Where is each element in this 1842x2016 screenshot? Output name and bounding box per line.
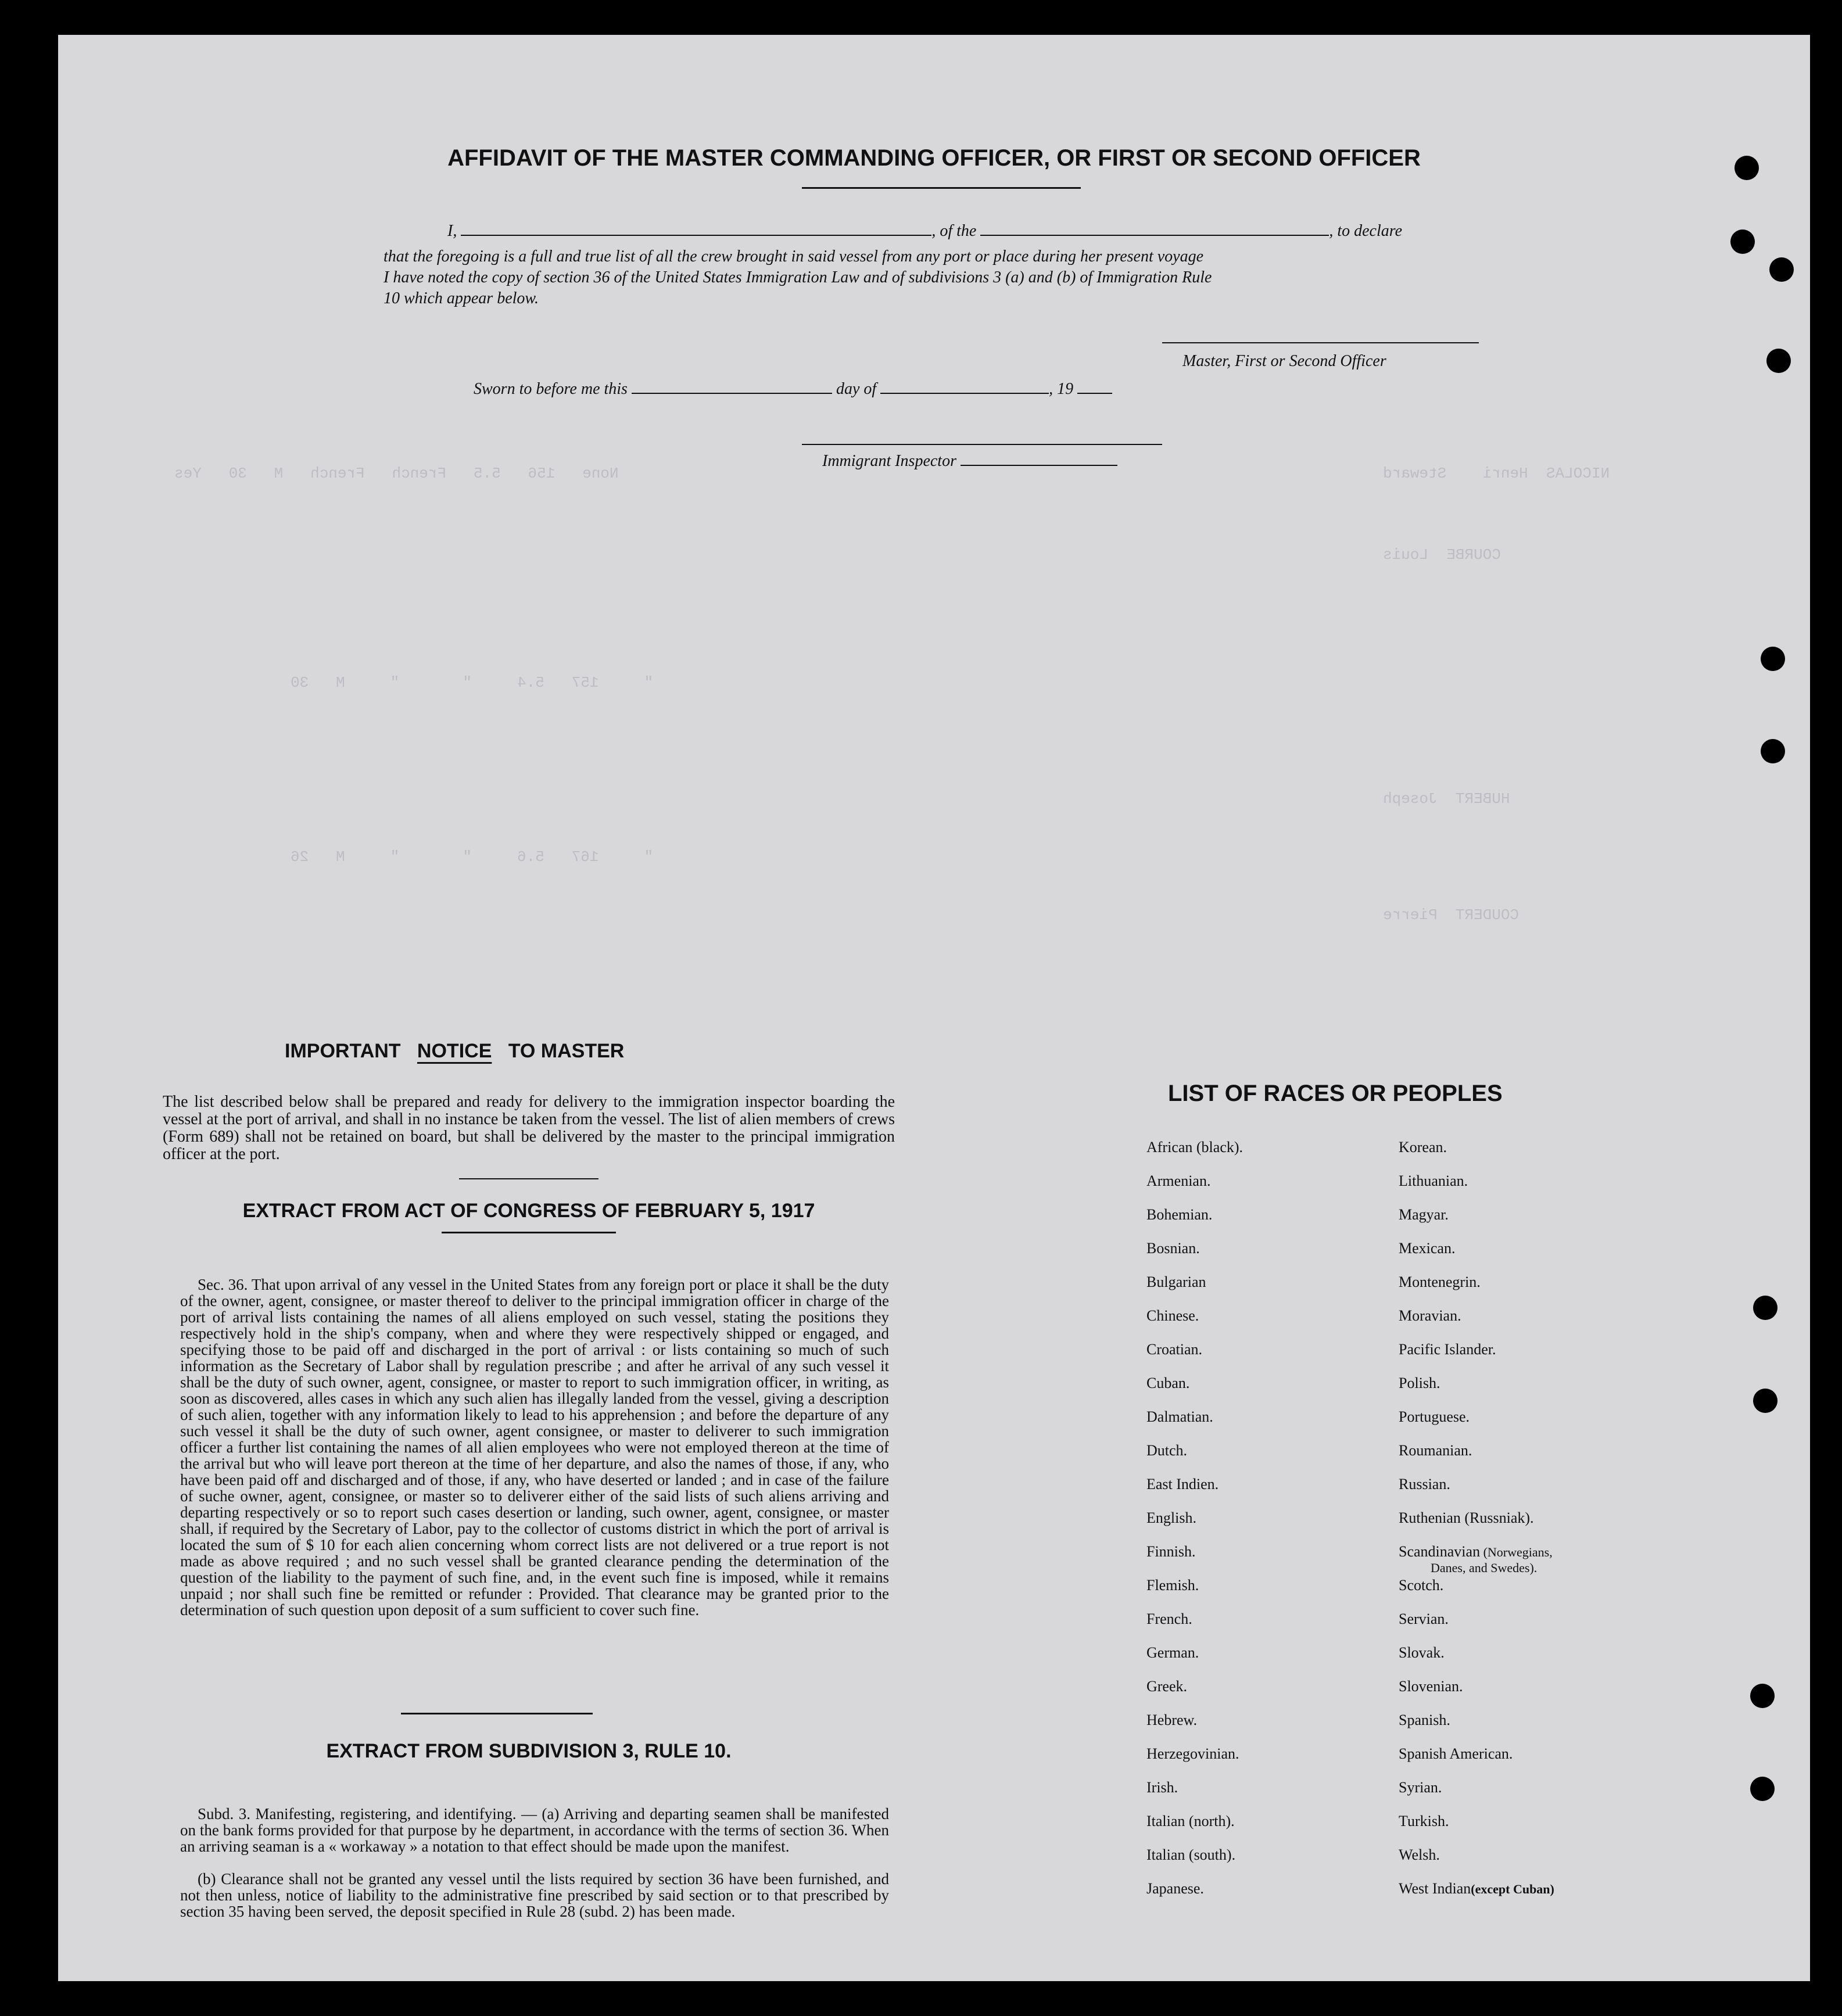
- race-label: Armenian.: [1146, 1172, 1211, 1189]
- race-item: [1146, 1274, 1206, 1291]
- race-item: [1146, 1745, 1239, 1763]
- race-item: [1146, 1644, 1199, 1662]
- notice-body: The list described below shall be prepared and ready for delivery to the immigration inspector boarding the vessel at the port of arrival, and shall in no instance be taken from the vessel. The list of alien members of crews (Form 689) shall not be retained on board, but shall be delivered by the master to the principal immigration officer at the port.: [163, 1093, 895, 1163]
- race-label: English.: [1146, 1509, 1196, 1526]
- form-page: NICOLAS Henri Steward COURBE Louis HUBERT Joseph COUDERT Pierre None 156 5.5 French French M 30 Yes " 157 5.4 " " M 30 " 167 5.6 " " M 26 AFFIDAVIT OF THE MASTER COMMANDING OFFICER, OR FIRST OR SECOND OFFICER I, , of the , to declare that the foregoing is a full and true list of all the crew brought in said vessel from any port or place during her present voyage I have noted the copy of section 36 of the United States Immigration Law and of subdivisions 3 (a) and (b) of Immigration Rule 10 which appear below. Master, First or Second Officer Sworn to before me this day of , 19 Immigrant Inspector IMPORTANT NOTICE TO MASTER The list described below shall be prepared and ready for delivery to the immigration inspector boarding the vessel at the port of arrival, and shall in no instance be taken from the vessel. The list of alien members of crews (Form 689) shall not be retained on board, but shall be delivered by the master to the principal immigration officer at the port. EXTRACT FROM ACT OF CONGRESS OF FEBRUARY 5, 1917 Sec. 36. That upon arrival of any vessel in the United States from any foreign port or place it shall be the duty of the owner, agent, consignee, or master thereof to deliver to the principal immigration officer in charge of the port of arrival lists containing the names of all aliens employed on such vessel, stating the positions they respectively hold in the ship's company, when and where they were respectively shipped or engaged, and specifying those to be paid off and discharged in the port of arrival : or lists containing so much of such information as the Secretary of Labor shall by regulation prescribe ; and after he arrival of any such vessel it shall be the duty of such owner, agent, consignee, or master to report to such immigration officer, in writing, as soon as discovered, alles cases in which any such alien has illegally landed from the vessel, giving a description of such alien, together with any information likely to lead to his apprehension ; and before the departure of any such vessel it shall be the duty of such owner, agent consignee, or master to deliverer to such immigration officer a further list containing the names of all alien employees who were not employed thereon at the time of the arrival but who will leave port thereon at the time of her departure, and also the names of those, if any, who have been paid off and discharged and of those, if any, who have deserted or landed ; and in case of the failure of suche owner, agent, consignee, or master so to deliverer either of the said lists of such aliens arriving and departing respectively or so to report such cases desertion or landing, such owner, agent, consignee, or master shall, if required by the Secretary of Labor, pay to the collector of customs district in which the port of arrival is located the sum of $ 10 for each alien concerning whom correct lists are not delivered or a true report is not made as above required ; and no such vessel shall be granted clearance pending the determination of the question of the liability to the payment of such fine, and, in the event such fine is imposed, while it remains unpaid ; nor shall such fine be remitted or refunder : Provided. That clearance may be granted prior to the determination of such question upon deposit of a sum sufficient to cover such fine. EXTRACT FROM SUBDIVISION 3, RULE 10. Subd. 3. Manifesting, registering, and identifying. — (a) Arriving and departing seamen shall be manifested on the bank forms provided for that purpose by he department, in accordance with the terms of section 36. When an arriving seaman is a « workaway » a notation to that effect should be made upon the manifest. (b) Clearance shall not be granted any vessel until the lists required by section 36 have been furnished, and not then unless, notice of liability to the administrative fine prescribed by said section or to that prescribed by section 35 having been served, the deposit specified in Rule 28 (subd. 2) has been made. LIST OF RACES OR PEOPLES African (black). Armenian. Bohemian. Bosnian. Bulgarian Chinese. Croatian. Cuban. Dalmatian. Dutch. East Indien. English. Finnish. Flemish. French. German. Greek. Hebrew. Herzegovinian. Irish. Italian (north). Italian (south). Japanese. Korean. Lithuanian. Magyar. Mexican. Montenegrin. Moravian. Pacific Islander. Polish. Portuguese. Roumanian. Russian. Ruthenian (Russniak). Scandinavian (Norwegians, Danes, and Swedes). Scotch. Servian. Slovak. Slovenian. Spanish. Spanish American. Syrian. Turkish. Welsh. West Indian(except Cuban): [58, 35, 1810, 1981]
- affidavit-of-the-label: , of the: [931, 222, 977, 240]
- race-item: [1146, 1779, 1178, 1796]
- vessel-name-field[interactable]: [980, 221, 1329, 236]
- race-label: Chinese.: [1146, 1307, 1199, 1324]
- race-item: [1146, 1577, 1199, 1594]
- binder-hole: [1753, 1296, 1778, 1320]
- race-label: Roumanian.: [1399, 1442, 1472, 1459]
- act-body: Sec. 36. That upon arrival of any vessel in the United States from any foreign port or place it shall be the duty of the owner, agent, consignee, or master thereof to deliver to the principal immigration officer in charge of the port of arrival lists containing the names of all aliens employed on such vessel, stating the positions they respectively hold in the ship's company, when and where they were respectively shipped or engaged, and specifying those to be paid off and discharged in the port of arrival : or lists containing so much of such information as the Secretary of Labor shall by regulation prescribe ; and after he arrival of any such vessel it shall be the duty of such owner, agent, consignee, or master to report to such immigration officer, in writing, as soon as discovered, alles cases in which any such alien has illegally landed from the vessel, giving a description of such alien, together with any information likely to lead to his apprehension ; and before the departure of any such vessel it shall be the duty of such owner, agent consignee, or master to deliverer to such immigration officer a further list containing the names of all alien employees who were not employed thereon at the time of the arrival but who will leave port thereon at the time of her departure, and also the names of those, if any, who have been paid off and discharged and of those, if any, who have deserted or landed ; and in case of the failure of suche owner, agent, consignee, or master so to deliverer either of the said lists of such aliens arriving and departing respectively or so to report such cases desertion or landing, such owner, agent, consignee, or master shall, if required by the Secretary of Labor, pay to the collector of customs district in which the port of arrival is located the sum of $ 10 for each alien concerning whom correct lists are not delivered or a true report is not made as above required ; and no such vessel shall be granted clearance pending the determination of the question of the liability to the payment of such fine, and, in the event such fine is imposed, while it remains unpaid ; nor shall such fine be remitted or refunder : Provided. That clearance may be granted prior to the determination of such question upon deposit of a sum sufficient to cover such fine.: [180, 1276, 889, 1619]
- race-label: Irish.: [1146, 1779, 1178, 1796]
- race-label: Flemish.: [1146, 1577, 1199, 1594]
- inspector-line: [822, 451, 1117, 471]
- signature-field[interactable]: [1162, 328, 1479, 343]
- race-label: Bosnian.: [1146, 1240, 1200, 1257]
- race-item: [1146, 1240, 1200, 1257]
- rule-title: EXTRACT FROM SUBDIVISION 3, RULE 10.: [326, 1740, 732, 1762]
- race-item: [1146, 1610, 1192, 1628]
- race-label: Hebrew.: [1146, 1712, 1198, 1728]
- sworn-day-label: day of: [836, 380, 877, 398]
- race-item: [1399, 1543, 1553, 1576]
- race-item: [1146, 1678, 1187, 1695]
- race-label: Moravian.: [1399, 1307, 1461, 1324]
- affidavit-divider: [802, 187, 1081, 189]
- act-divider: [442, 1232, 616, 1233]
- inspector-signature-field[interactable]: [802, 430, 1162, 445]
- race-label: Mexican.: [1399, 1240, 1456, 1257]
- binder-hole: [1730, 229, 1755, 254]
- race-label: Polish.: [1399, 1375, 1440, 1391]
- notice-title-important: IMPORTANT: [285, 1040, 401, 1062]
- race-label: Dutch.: [1146, 1442, 1188, 1459]
- race-label: Portuguese.: [1399, 1408, 1470, 1425]
- race-item: [1399, 1779, 1442, 1796]
- race-label: Magyar.: [1399, 1206, 1449, 1223]
- affidavit-i-label: I,: [447, 222, 457, 240]
- signature-label: Master, First or Second Officer: [1182, 352, 1386, 370]
- race-label: Pacific Islander.: [1399, 1341, 1496, 1358]
- act-title: EXTRACT FROM ACT OF CONGRESS OF FEBRUARY 5, 1917: [242, 1200, 815, 1222]
- race-item: [1146, 1375, 1189, 1392]
- race-item: [1146, 1476, 1219, 1493]
- sworn-year-label: , 19: [1049, 380, 1074, 398]
- race-item: [1399, 1813, 1449, 1830]
- race-item: [1146, 1172, 1210, 1190]
- race-label: Scotch.: [1399, 1577, 1444, 1594]
- race-item: [1399, 1408, 1470, 1426]
- binder-hole: [1761, 647, 1785, 671]
- race-label: Welsh.: [1399, 1846, 1440, 1863]
- race-item: [1146, 1206, 1212, 1224]
- inspector-label: Immigrant Inspector: [822, 452, 956, 470]
- inspector-name-field[interactable]: [961, 451, 1117, 466]
- sworn-prefix: Sworn to before me this: [474, 380, 628, 398]
- master-name-field[interactable]: [461, 221, 931, 236]
- race-item: [1399, 1476, 1450, 1493]
- race-item: [1146, 1139, 1243, 1156]
- race-item: [1399, 1139, 1447, 1156]
- race-label: Spanish.: [1399, 1712, 1450, 1728]
- race-label: Japanese.: [1146, 1880, 1204, 1897]
- rule-subd-b: (b) Clearance shall not be granted any vessel until the lists required by section 36 have been furnished, and not then unless, notice of liability to the administrative fine prescribed by said section or to that prescribed by section 35 having been served, the deposit specified in Rule 28 (subd. 2) has been made.: [180, 1870, 889, 1920]
- affidavit-declare-label: , to declare: [1329, 222, 1403, 240]
- races-title: LIST OF RACES OR PEOPLES: [1168, 1081, 1503, 1106]
- race-label: Turkish.: [1399, 1813, 1449, 1830]
- binder-hole: [1750, 1777, 1775, 1801]
- race-item: [1146, 1307, 1199, 1325]
- race-label: Herzegovinian.: [1146, 1745, 1239, 1762]
- binder-hole: [1753, 1389, 1778, 1413]
- race-label: African (black).: [1146, 1139, 1243, 1156]
- race-item: [1399, 1206, 1449, 1224]
- race-label: Finnish.: [1146, 1543, 1196, 1560]
- race-label: Bohemian.: [1146, 1206, 1213, 1223]
- notice-title-notice: NOTICE: [417, 1040, 492, 1062]
- race-item: [1399, 1712, 1450, 1729]
- race-item: [1399, 1846, 1440, 1864]
- race-label: German.: [1146, 1644, 1199, 1661]
- race-item: [1399, 1375, 1440, 1392]
- rule-subd-a: Subd. 3. Manifesting, registering, and identifying. — (a) Arriving and departing seamen shall be manifested on the bank forms provided for that purpose by he department, in accordance with the terms of section 36. When an arriving seaman is a « workaway » a notation to that effect should be made upon the manifest.: [180, 1805, 889, 1855]
- race-item: [1399, 1577, 1443, 1594]
- race-label: Korean.: [1399, 1139, 1447, 1156]
- race-label: Servian.: [1399, 1610, 1449, 1627]
- affidavit-line-3: I have noted the copy of section 36 of the United States Immigration Law and of subdivisions 3 (a) and (b) of Immigration Rule: [384, 268, 1212, 286]
- race-label: Syrian.: [1399, 1779, 1442, 1796]
- race-label: Scandinavian: [1399, 1543, 1481, 1560]
- race-label: Croatian.: [1146, 1341, 1203, 1358]
- binder-hole: [1766, 349, 1791, 373]
- race-item: [1399, 1678, 1463, 1695]
- race-item: [1399, 1274, 1481, 1291]
- binder-hole: [1750, 1684, 1775, 1708]
- race-item: [1146, 1341, 1202, 1358]
- race-item: [1399, 1880, 1554, 1897]
- race-label: Ruthenian (Russniak).: [1399, 1509, 1534, 1526]
- race-item: [1146, 1880, 1204, 1897]
- west-indian-note: (except Cuban): [1471, 1882, 1554, 1896]
- race-item: [1146, 1509, 1196, 1527]
- scandinavian-note: (Norwegians,: [1480, 1545, 1553, 1559]
- race-label: Slovak.: [1399, 1644, 1445, 1661]
- race-item: [1399, 1644, 1445, 1662]
- race-label: Dalmatian.: [1146, 1408, 1213, 1425]
- race-item: [1146, 1442, 1187, 1459]
- sworn-day-field[interactable]: [632, 379, 832, 394]
- affidavit-line-4: 10 which appear below.: [384, 289, 539, 307]
- race-label: Italian (south).: [1146, 1846, 1236, 1863]
- notice-title: [285, 1040, 624, 1063]
- race-label: West Indian: [1399, 1880, 1471, 1897]
- sworn-year-field[interactable]: [1077, 379, 1112, 394]
- notice-divider: [459, 1178, 599, 1179]
- race-label: Russian.: [1399, 1476, 1450, 1493]
- race-item: [1146, 1543, 1196, 1561]
- race-item: [1399, 1307, 1461, 1325]
- race-item: [1399, 1240, 1455, 1257]
- affidavit-line-2: that the foregoing is a full and true list of all the crew brought in said vessel from any port or place during her present voyage: [384, 247, 1204, 266]
- binder-hole: [1761, 739, 1785, 763]
- scandinavian-note-2: Danes, and Swedes).: [1431, 1561, 1538, 1575]
- race-label: Lithuanian.: [1399, 1172, 1468, 1189]
- race-item: [1399, 1172, 1468, 1190]
- race-label: Bulgarian: [1146, 1274, 1206, 1290]
- race-item: [1146, 1813, 1235, 1830]
- binder-hole: [1735, 156, 1759, 180]
- race-item: [1146, 1846, 1235, 1864]
- race-item: [1399, 1509, 1534, 1527]
- sworn-month-field[interactable]: [880, 379, 1049, 394]
- race-label: Italian (north).: [1146, 1813, 1235, 1830]
- binder-hole: [1769, 257, 1794, 282]
- race-label: Montenegrin.: [1399, 1274, 1481, 1290]
- race-label: Slovenian.: [1399, 1678, 1463, 1695]
- race-item: [1399, 1745, 1513, 1763]
- race-label: East Indien.: [1146, 1476, 1219, 1493]
- race-label: French.: [1146, 1610, 1192, 1627]
- race-item: [1399, 1442, 1472, 1459]
- race-item: [1146, 1408, 1213, 1426]
- race-label: Spanish American.: [1399, 1745, 1513, 1762]
- race-label: Greek.: [1146, 1678, 1188, 1695]
- race-item: [1146, 1712, 1197, 1729]
- race-item: [1399, 1341, 1496, 1358]
- sworn-line: [474, 379, 1112, 399]
- race-item: [1399, 1610, 1449, 1628]
- race-label: Cuban.: [1146, 1375, 1190, 1391]
- notice-title-to-master: TO MASTER: [508, 1040, 625, 1062]
- act-end-divider: [401, 1713, 593, 1714]
- affidavit-line-1: [447, 221, 1402, 241]
- affidavit-title: AFFIDAVIT OF THE MASTER COMMANDING OFFICER, OR FIRST OR SECOND OFFICER: [447, 145, 1421, 171]
